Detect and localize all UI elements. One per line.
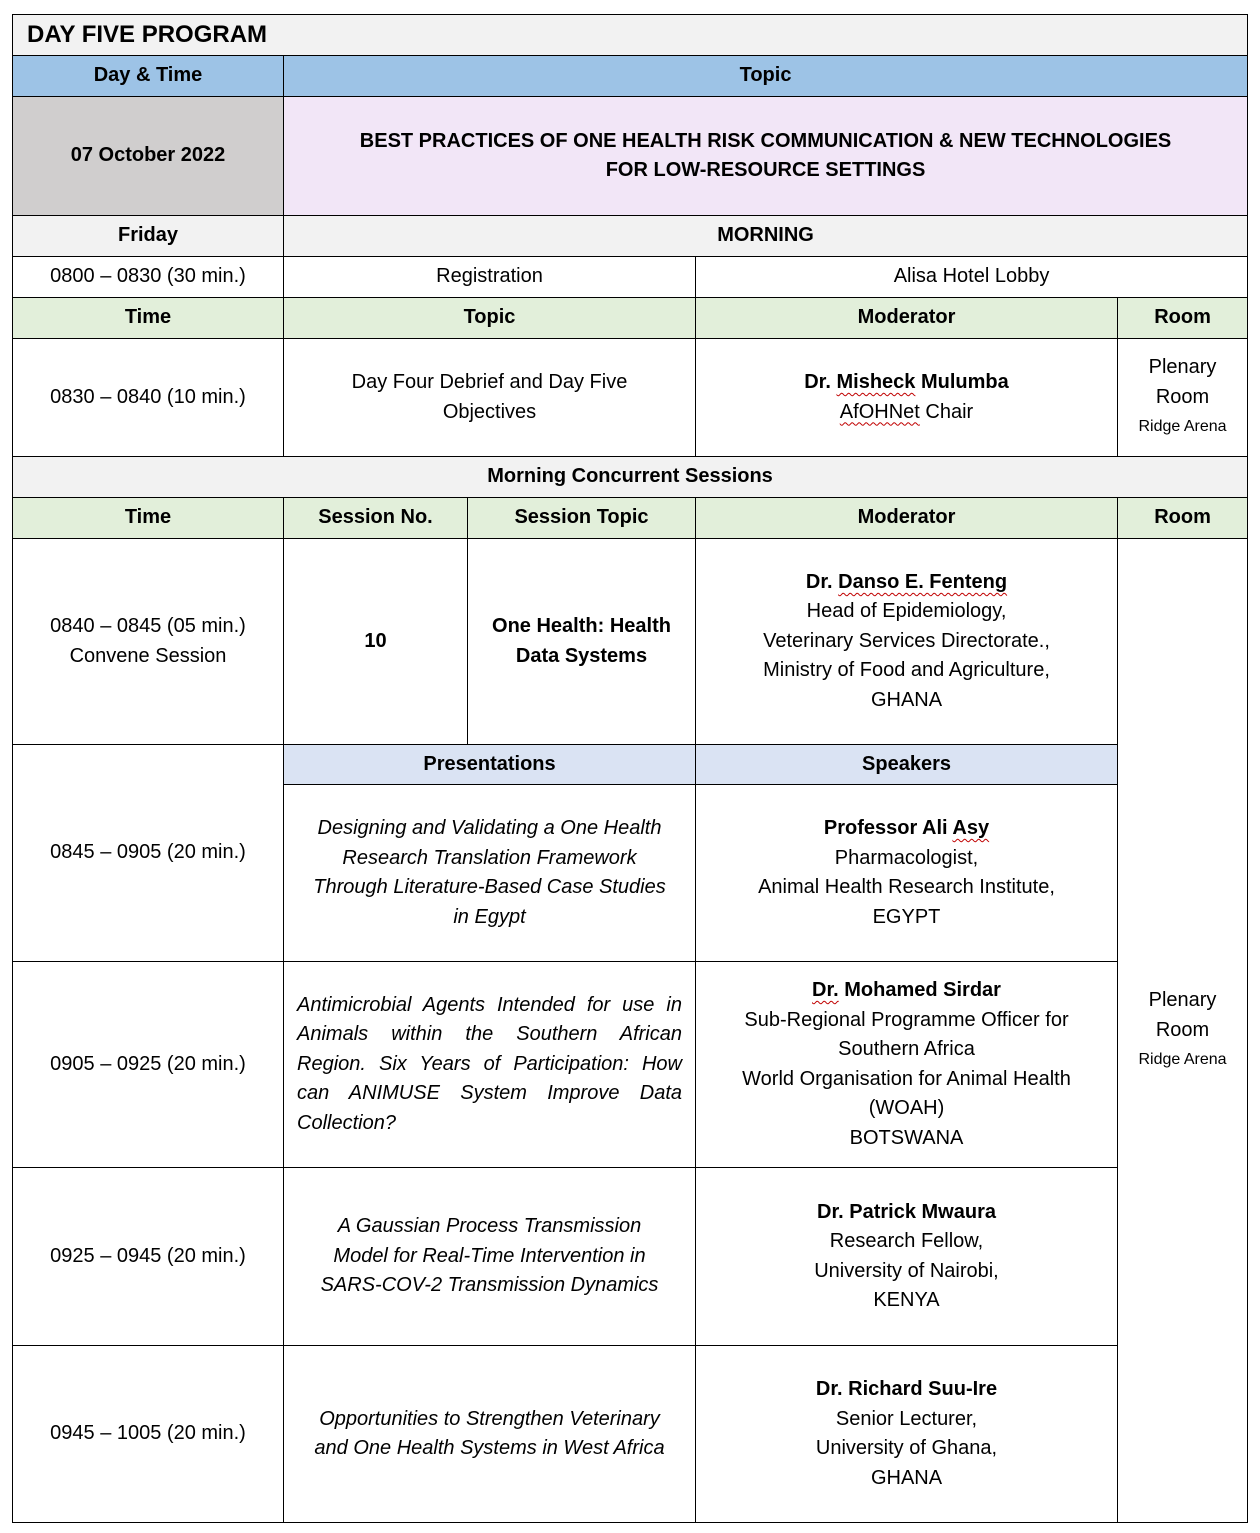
session-moderator-name [706,568,1107,598]
session-room [1118,539,1248,1523]
speaker-4-line-3: GHANA [870,1466,943,1489]
presentation-3-time: 0925 – 0945 (20 min.) [13,1168,284,1346]
speaker-1-line-3: EGYPT [872,905,941,928]
day-label: Friday [13,216,284,257]
theme-line-1: BEST PRACTICES OF ONE HEALTH RISK COMMUNICATION & NEW TECHNOLOGIES [359,129,1172,152]
presentation-4-title-line-2: and One Health Systems in West Africa [314,1437,665,1459]
registration-label: Registration [284,257,696,298]
speaker-3-name: Dr. Patrick Mwaura [817,1200,996,1223]
presentation-1-title [284,785,696,962]
presentation-3-title [284,1168,696,1346]
presentations-header: Presentations [284,745,696,785]
presentation-2-time: 0905 – 0925 (20 min.) [13,962,284,1168]
presentation-1-title-line-2: Research Translation Framework [342,846,637,869]
opening-moderator-role [706,398,1107,428]
presentation-1-title-line-1: Designing and Validating a One Health [317,817,662,839]
presentation-row-3 [13,1168,1248,1346]
title-row [13,15,1248,56]
presentation-4-time: 0945 – 1005 (20 min.) [13,1346,284,1523]
column-header-row-1 [13,298,1248,339]
topic-col-header: Topic [284,298,696,339]
speaker-2-title: Dr. [812,979,839,1001]
opening-moderator-name [706,368,1107,398]
opening-moderator [696,339,1118,457]
room-header: Room [1118,298,1248,339]
moderator-header: Moderator [696,298,1118,339]
speaker-1-surname: Asy [952,817,990,839]
speaker-2-name-part: Mohamed Sirdar [838,979,1001,1001]
presentation-1-title-line-4: in Egypt [453,905,526,928]
program-date: 07 October 2022 [13,97,284,216]
session-moderator-prefix: Dr. [805,570,839,593]
moderator-last-name: Mulumba [915,371,1009,393]
opening-room [1118,339,1248,457]
session-room-line-1: Plenary [1148,989,1217,1012]
moderator-prefix: Dr. [804,371,837,393]
speaker-3-line-3: KENYA [873,1289,940,1311]
speaker-2-line-1: Sub-Regional Programme Officer for [744,1008,1069,1031]
registration-row [13,257,1248,298]
speaker-4-line-1: Senior Lecturer, [835,1407,978,1430]
speaker-3-line-1: Research Fellow, [829,1230,984,1252]
session-moderator-line-4: GHANA [870,688,943,711]
speaker-2-name [706,976,1107,1006]
session-moderator-line-1: Head of Epidemiology, [806,600,1007,623]
concurrent-title-row [13,457,1248,498]
column-header-row-2 [13,498,1248,539]
period-label: MORNING [284,216,1248,257]
speaker-2-line-2: Southern Africa [838,1038,975,1060]
presentation-2-speaker [696,962,1118,1168]
time-header-2: Time [13,498,284,539]
time-header: Time [13,298,284,339]
presentation-3-title-line-1: A Gaussian Process Transmission [337,1215,642,1238]
program-theme [284,97,1248,216]
day-time-header: Day & Time [13,56,284,97]
registration-venue: Alisa Hotel Lobby [696,257,1248,298]
topic-header: Topic [284,56,1248,97]
session-room-line-2: Room [1155,1018,1210,1041]
theme-line-2: FOR LOW-RESOURCE SETTINGS [605,159,926,181]
room-header-2: Room [1118,498,1248,539]
opening-room-line-2: Room [1155,385,1210,408]
theme-row [13,97,1248,216]
presentation-3-speaker [696,1168,1118,1346]
session-moderator-line-2: Veterinary Services Directorate., [763,629,1050,652]
speaker-1-line-1: Pharmacologist, [834,846,979,869]
presentation-row-2 [13,962,1248,1168]
speaker-2-line-4: (WOAH) [868,1097,945,1119]
day-five-program-table [12,14,1248,1523]
session-topic-line-1: One Health: Health [492,615,671,637]
opening-row [13,339,1248,457]
speaker-4-line-2: University of Ghana, [815,1437,998,1459]
registration-time: 0800 – 0830 (30 min.) [13,257,284,298]
day-row [13,216,1248,257]
presentation-3-title-line-3: SARS-COV-2 Transmission Dynamics [320,1274,659,1297]
presentation-1-time: 0845 – 0905 (20 min.) [13,745,284,962]
presentation-4-title-line-1: Opportunities to Strengthen Veterinary [319,1407,660,1430]
speaker-1-name [706,814,1107,844]
session-time-note: Convene Session [69,644,227,667]
moderator-role-suffix: Chair [919,400,974,423]
presentation-1-title-line-3: Through Literature-Based Case Studies [313,876,666,898]
session-moderator [696,539,1118,745]
session-topic-line-2: Data Systems [515,644,648,667]
presentation-2-title: Antimicrobial Agents Intended for use in Animals within the Southern African Region. Six Years of Participation: How can ANIMUSE System Improve Data Collection? [284,962,696,1168]
opening-room-line-1: Plenary [1148,356,1217,379]
opening-time: 0830 – 0840 (10 min.) [13,339,284,457]
speaker-2-line-3: World Organisation for Animal Health [742,1067,1071,1090]
presentation-3-title-line-2: Model for Real-Time Intervention in [333,1244,646,1267]
presentations-header-row [13,745,1248,785]
speaker-1-line-2: Animal Health Research Institute, [758,876,1055,898]
opening-topic-line-2: Objectives [442,400,537,423]
speakers-header: Speakers [696,745,1118,785]
presentation-1-speaker [696,785,1118,962]
session-topic-header: Session Topic [468,498,696,539]
session-row [13,539,1248,745]
session-moderator-line-3: Ministry of Food and Agriculture, [763,659,1050,682]
session-room-venue: Ridge Arena [1138,1051,1227,1069]
session-no-header: Session No. [284,498,468,539]
opening-topic-line-1: Day Four Debrief and Day Five [351,371,628,393]
speaker-1-name-part: Professor Ali [823,817,953,839]
program-title: DAY FIVE PROGRAM [13,15,1248,56]
concurrent-sessions-title: Morning Concurrent Sessions [13,457,1248,498]
opening-room-venue: Ridge Arena [1138,418,1227,436]
session-number: 10 [284,539,468,745]
main-header-row [13,56,1248,97]
presentation-4-speaker [696,1346,1118,1523]
session-time [13,539,284,745]
speaker-3-line-2: University of Nairobi, [814,1259,999,1282]
session-topic [468,539,696,745]
session-moderator-fullname: Danso E. Fenteng [838,570,1008,593]
presentation-row-4 [13,1346,1248,1523]
presentation-4-title [284,1346,696,1523]
speaker-4-name: Dr. Richard Suu-Ire [815,1378,998,1400]
opening-topic [284,339,696,457]
session-time-range: 0840 – 0845 (05 min.) [50,615,246,637]
speaker-2-line-5: BOTSWANA [849,1126,964,1149]
moderator-org: AfOHNet [839,400,920,423]
moderator-header-2: Moderator [696,498,1118,539]
moderator-first-name: Misheck [836,371,916,393]
